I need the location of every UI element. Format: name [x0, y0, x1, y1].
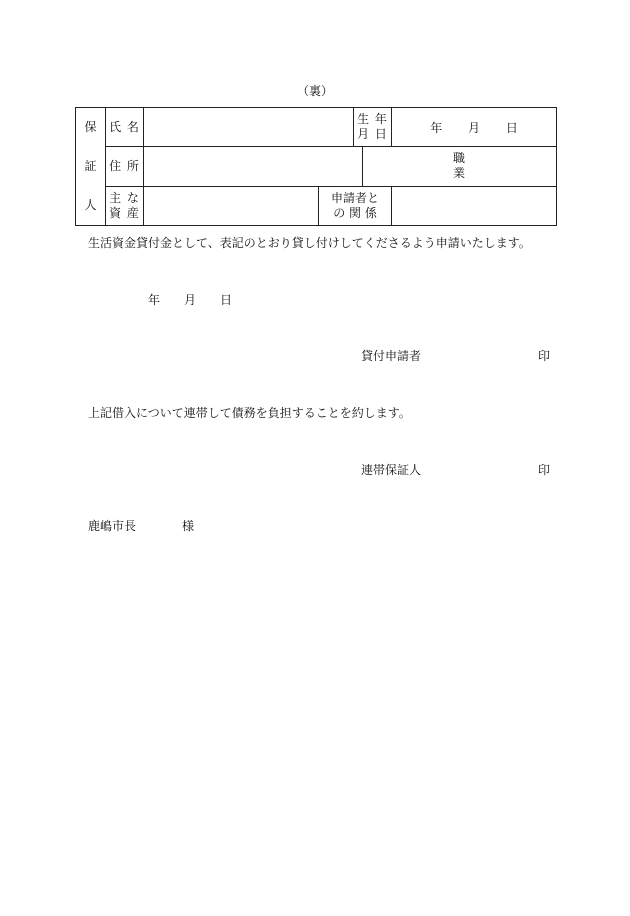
page-side-label: （裏）	[296, 84, 333, 98]
guarantee-statement: 上記借入について連帯して債務を負担することを約します。	[88, 406, 411, 420]
applicant-label: 貸付申請者	[361, 349, 422, 363]
assets-field[interactable]	[144, 186, 319, 225]
guarantor-seal: 印	[538, 463, 551, 477]
assets-label: 主 な 資 産	[106, 186, 144, 225]
name-label: 氏 名	[106, 108, 144, 147]
birth-date-field[interactable]: 年 月 日	[392, 108, 557, 147]
name-field[interactable]	[144, 108, 354, 147]
relation-label: 申請者と の 関 係	[319, 186, 392, 225]
guarantor-label: 連帯保証人	[361, 463, 422, 477]
address-field[interactable]	[144, 147, 363, 186]
addressee-honorific: 様	[182, 519, 195, 533]
request-statement: 生活資金貸付金として、表記のとおり貸し付けしてくださるよう申請いたします。	[88, 236, 531, 250]
address-label: 住 所	[106, 147, 144, 186]
date-line: 年 月 日	[148, 293, 233, 307]
occupation-label: 職 業	[363, 147, 557, 186]
guarantor-row-header: 保 証 人	[76, 108, 106, 226]
birth-date-label: 生 年 月 日	[354, 108, 392, 147]
addressee-name: 鹿嶋市長	[88, 519, 137, 533]
applicant-seal: 印	[538, 349, 551, 363]
guarantor-table	[75, 107, 557, 226]
relation-field[interactable]	[392, 186, 557, 225]
